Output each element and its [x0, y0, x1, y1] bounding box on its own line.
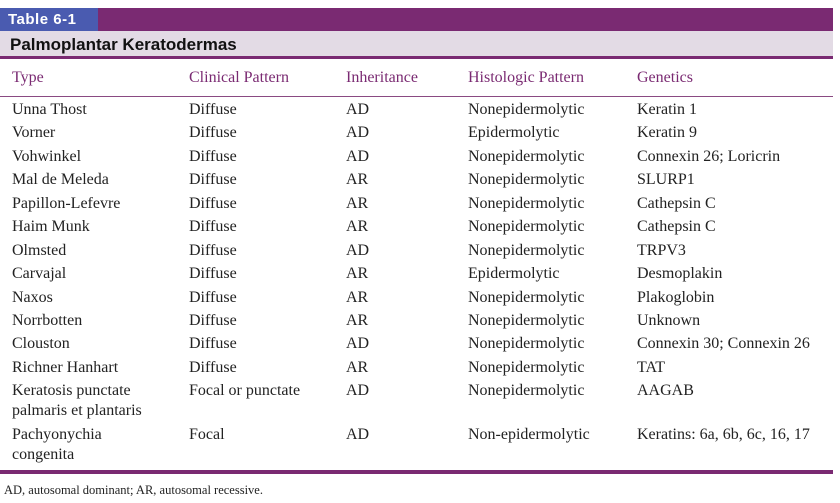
cell-genetics: Connexin 30; Connexin 26 — [637, 335, 810, 352]
column-header-type: Type — [12, 69, 44, 86]
cell-type: Keratosis punctate palmaris et plantaris — [12, 382, 142, 419]
cell-type: Carvajal — [12, 265, 67, 282]
cell-histologic-pattern: Nonepidermolytic — [468, 382, 585, 399]
cell-clinical-pattern: Diffuse — [189, 265, 237, 282]
cell-histologic-pattern: Epidermolytic — [468, 265, 560, 282]
cell-type: Pachyonychia congenita — [12, 426, 102, 463]
cell-clinical-pattern: Diffuse — [189, 312, 237, 329]
table-footnote: AD, autosomal dominant; AR, autosomal recessive. — [4, 483, 263, 497]
cell-inheritance: AR — [346, 195, 369, 212]
cell-genetics: TRPV3 — [637, 242, 686, 259]
table-bottom-rule — [0, 470, 833, 474]
cell-histologic-pattern: Non-epidermolytic — [468, 426, 590, 443]
cell-clinical-pattern: Diffuse — [189, 335, 237, 352]
cell-inheritance: AD — [346, 242, 370, 259]
cell-genetics: Cathepsin C — [637, 218, 716, 235]
cell-histologic-pattern: Nonepidermolytic — [468, 218, 585, 235]
cell-inheritance: AD — [346, 335, 370, 352]
cell-genetics: Desmoplakin — [637, 265, 723, 282]
table-label-bar — [0, 8, 833, 31]
cell-histologic-pattern: Nonepidermolytic — [468, 242, 585, 259]
column-header-genetics: Genetics — [637, 69, 693, 86]
cell-clinical-pattern: Diffuse — [189, 289, 237, 306]
cell-clinical-pattern: Diffuse — [189, 218, 237, 235]
cell-clinical-pattern: Diffuse — [189, 124, 237, 141]
cell-clinical-pattern: Diffuse — [189, 242, 237, 259]
table-label: Table 6-1 — [0, 8, 98, 31]
cell-type: Vorner — [12, 124, 56, 141]
cell-clinical-pattern: Diffuse — [189, 101, 237, 118]
cell-genetics: SLURP1 — [637, 171, 695, 188]
cell-histologic-pattern: Nonepidermolytic — [468, 359, 585, 376]
cell-histologic-pattern: Nonepidermolytic — [468, 195, 585, 212]
cell-type: Haim Munk — [12, 218, 90, 235]
cell-type: Unna Thost — [12, 101, 87, 118]
table-title: Palmoplantar Keratodermas — [10, 35, 237, 54]
cell-clinical-pattern: Focal — [189, 426, 225, 443]
cell-histologic-pattern: Nonepidermolytic — [468, 171, 585, 188]
cell-histologic-pattern: Nonepidermolytic — [468, 148, 585, 165]
cell-histologic-pattern: Nonepidermolytic — [468, 101, 585, 118]
column-header-clinical-pattern: Clinical Pattern — [189, 69, 289, 86]
cell-inheritance: AD — [346, 148, 370, 165]
cell-clinical-pattern: Focal or punctate — [189, 382, 301, 399]
cell-inheritance: AR — [346, 218, 369, 235]
cell-genetics: TAT — [637, 359, 666, 376]
cell-inheritance: AD — [346, 382, 370, 399]
cell-clinical-pattern: Diffuse — [189, 171, 237, 188]
cell-clinical-pattern: Diffuse — [189, 148, 237, 165]
cell-genetics: AAGAB — [637, 382, 694, 399]
cell-genetics: Cathepsin C — [637, 195, 716, 212]
cell-histologic-pattern: Nonepidermolytic — [468, 289, 585, 306]
cell-inheritance: AR — [346, 265, 369, 282]
cell-type: Richner Hanhart — [12, 359, 119, 376]
column-header-inheritance: Inheritance — [346, 69, 418, 86]
column-header-histologic-pattern: Histologic Pattern — [468, 69, 584, 86]
cell-inheritance: AR — [346, 359, 369, 376]
cell-clinical-pattern: Diffuse — [189, 195, 237, 212]
cell-genetics: Keratins: 6a, 6b, 6c, 16, 17 — [637, 426, 810, 443]
cell-inheritance: AD — [346, 426, 370, 443]
cell-type: Naxos — [12, 289, 53, 306]
cell-histologic-pattern: Epidermolytic — [468, 124, 560, 141]
cell-inheritance: AR — [346, 289, 369, 306]
cell-inheritance: AD — [346, 124, 370, 141]
cell-genetics: Keratin 9 — [637, 124, 697, 141]
header-rule — [0, 96, 833, 97]
cell-inheritance: AR — [346, 312, 369, 329]
cell-genetics: Keratin 1 — [637, 101, 697, 118]
cell-genetics: Unknown — [637, 312, 701, 329]
cell-inheritance: AD — [346, 101, 370, 118]
cell-type: Norrbotten — [12, 312, 83, 329]
table-title-bar — [0, 31, 833, 59]
cell-genetics: Connexin 26; Loricrin — [637, 148, 781, 165]
cell-type: Olmsted — [12, 242, 67, 259]
cell-type: Vohwinkel — [12, 148, 82, 165]
cell-histologic-pattern: Nonepidermolytic — [468, 335, 585, 352]
cell-inheritance: AR — [346, 171, 369, 188]
cell-histologic-pattern: Nonepidermolytic — [468, 312, 585, 329]
cell-type: Papillon-Lefevre — [12, 195, 121, 212]
cell-type: Clouston — [12, 335, 70, 352]
cell-type: Mal de Meleda — [12, 171, 109, 188]
cell-clinical-pattern: Diffuse — [189, 359, 237, 376]
cell-genetics: Plakoglobin — [637, 289, 715, 306]
